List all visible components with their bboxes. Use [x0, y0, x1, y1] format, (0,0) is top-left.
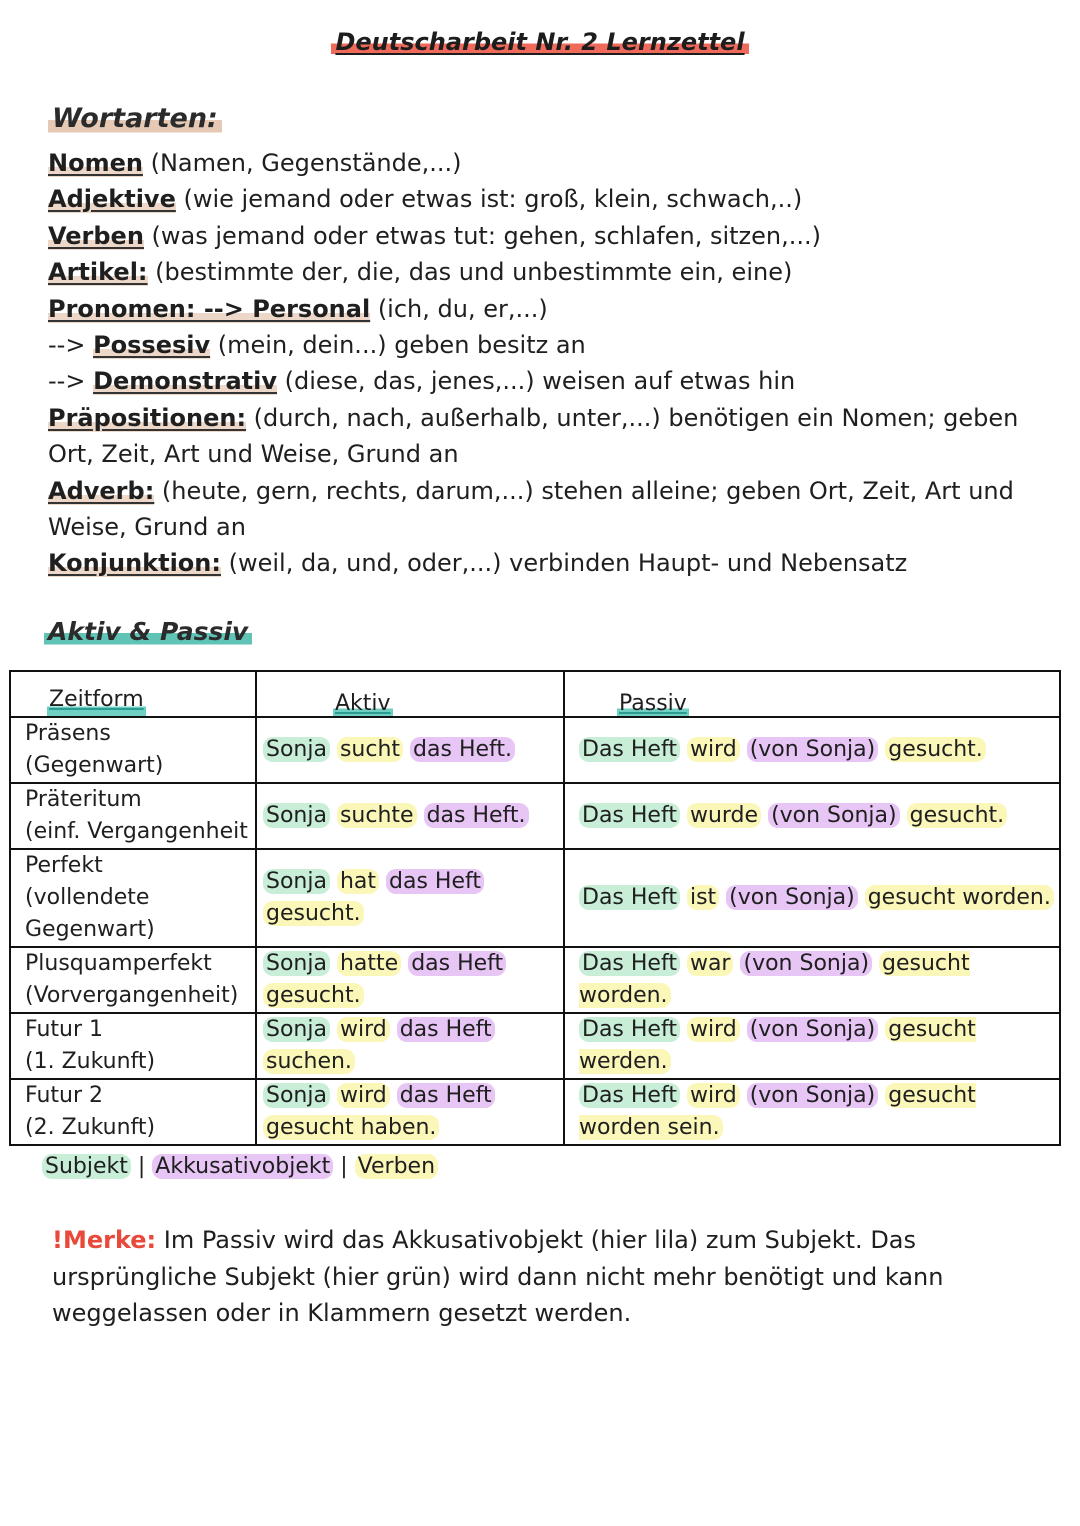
page-title: Deutscharbeit Nr. 2 Lernzettel: [0, 28, 1080, 56]
verb-segment: wird: [687, 737, 740, 762]
akkusativobjekt-segment: das Heft: [386, 869, 484, 894]
zeitform-label: (einf. Vergangenheit: [25, 819, 248, 844]
space: [680, 951, 687, 976]
verb-segment: gesucht worden.: [579, 951, 970, 1008]
wortart-term: Konjunktion:: [48, 549, 221, 578]
wortart-line: [48, 509, 1048, 545]
zeitform-label: Futur 2: [25, 1083, 103, 1108]
zeitform-label: Plusquamperfekt: [25, 951, 212, 976]
subjekt-segment: Das Heft: [579, 803, 680, 828]
akkusativobjekt-segment: (von Sonja): [747, 1083, 879, 1108]
subjekt-segment: Sonja: [263, 1017, 330, 1042]
space: [330, 1017, 337, 1042]
space: [330, 951, 337, 976]
aktiv-passiv-heading: Aktiv & Passiv: [44, 617, 252, 646]
zeitform-cell: [10, 849, 256, 947]
akkusativobjekt-segment: (von Sonja): [747, 737, 879, 762]
subjekt-segment: Sonja: [263, 869, 330, 894]
wortart-term: Adjektive: [48, 185, 176, 214]
zeitform-label: Präsens: [25, 721, 111, 746]
zeitform-cell: [10, 783, 256, 849]
table-row: [10, 947, 1060, 1013]
wortart-description: (bestimmte der, die, das und unbestimmte ein, eine): [147, 258, 793, 287]
verb-segment: gesucht.: [263, 983, 364, 1008]
wortart-line: [48, 400, 1048, 436]
wortart-description: (wie jemand oder etwas ist: groß, klein, schwach,..): [175, 185, 803, 214]
wortart-term: Adverb:: [48, 476, 155, 505]
aktiv-cell: [256, 947, 564, 1013]
space: [680, 803, 687, 828]
space: [680, 737, 687, 762]
table-row: [10, 1079, 1060, 1145]
aktiv-passiv-table: [9, 670, 1061, 1146]
table-row: [10, 717, 1060, 783]
space: [740, 1083, 747, 1108]
verb-segment: gesucht.: [907, 803, 1008, 828]
space: [872, 951, 879, 976]
subjekt-segment: Sonja: [263, 803, 330, 828]
wortart-line: [48, 218, 1048, 254]
verb-segment: wird: [337, 1017, 390, 1042]
space: [330, 1083, 337, 1108]
header-zeitform: Zeitform: [10, 671, 256, 717]
wortart-line: [48, 145, 1048, 181]
subjekt-segment: Das Heft: [579, 885, 680, 910]
akkusativobjekt-segment: (von Sonja): [747, 1017, 879, 1042]
space: [680, 1017, 687, 1042]
wortart-line: [48, 181, 1048, 217]
verb-segment: suchte: [337, 803, 417, 828]
zeitform-cell: [10, 1013, 256, 1079]
akkusativobjekt-segment: (von Sonja): [768, 803, 900, 828]
zeitform-label: Futur 1: [25, 1017, 103, 1042]
zeitform-cell: [10, 1079, 256, 1145]
subjekt-segment: Das Heft: [579, 951, 680, 976]
merke-note: [52, 1222, 982, 1332]
space: [858, 885, 865, 910]
zeitform-label: (1. Zukunft): [25, 1049, 156, 1074]
akkusativobjekt-segment: das Heft.: [424, 803, 529, 828]
zeitform-label: Gegenwart): [25, 917, 155, 942]
wortart-term: Possesiv: [93, 331, 211, 360]
wortart-line: [48, 545, 1048, 581]
subjekt-segment: Das Heft: [579, 1017, 680, 1042]
space: [680, 1083, 687, 1108]
space: [403, 737, 410, 762]
akkusativobjekt-segment: das Heft: [397, 1083, 495, 1108]
wortart-term: Präpositionen:: [48, 403, 247, 432]
passiv-cell: [564, 849, 1060, 947]
akkusativobjekt-segment: das Heft.: [410, 737, 515, 762]
passiv-cell: [564, 1013, 1060, 1079]
space: [390, 1017, 397, 1042]
aktiv-cell: [256, 1013, 564, 1079]
wortart-term: Verben: [48, 221, 144, 250]
header-passiv: Passiv: [564, 671, 1060, 717]
table-header-row: [10, 671, 1060, 717]
verb-segment: wird: [687, 1017, 740, 1042]
akkusativobjekt-segment: (von Sonja): [740, 951, 872, 976]
arrow-prefix: -->: [48, 331, 94, 360]
zeitform-cell: [10, 717, 256, 783]
space: [740, 1017, 747, 1042]
akkusativobjekt-segment: das Heft: [408, 951, 506, 976]
wortart-description: Ort, Zeit, Art und Weise, Grund an: [48, 440, 459, 469]
verb-segment: gesucht werden.: [579, 1017, 976, 1074]
verb-segment: gesucht.: [263, 901, 364, 926]
wortart-description: (mein, dein...) geben besitz an: [210, 331, 586, 360]
space: [417, 803, 424, 828]
passiv-cell: [564, 947, 1060, 1013]
subjekt-segment: Sonja: [263, 1083, 330, 1108]
merke-label: !Merke:: [52, 1226, 157, 1254]
aktiv-cell: [256, 717, 564, 783]
aktiv-cell: [256, 849, 564, 947]
wortart-line: [48, 363, 1048, 399]
wortart-term: Artikel:: [48, 258, 148, 287]
verb-segment: ist: [687, 885, 719, 910]
wortart-description: (durch, nach, außerhalb, unter,...) benötigen ein Nomen; geben: [246, 403, 1019, 432]
legend-akkusativobjekt: Akkusativobjekt: [152, 1154, 333, 1179]
wortart-term: Pronomen: --> Personal: [48, 294, 371, 323]
wortart-term: Nomen: [48, 149, 143, 177]
zeitform-label: Perfekt: [25, 853, 103, 878]
akkusativobjekt-segment: (von Sonja): [726, 885, 858, 910]
arrow-prefix: -->: [48, 367, 94, 396]
zeitform-cell: [10, 947, 256, 1013]
wortart-line: [48, 291, 1048, 327]
table-row: [10, 849, 1060, 947]
zeitform-label: (vollendete: [25, 885, 150, 910]
wortart-description: (diese, das, jenes,...) weisen auf etwas hin: [276, 367, 796, 396]
zeitform-label: (2. Zukunft): [25, 1115, 156, 1140]
verb-segment: hat: [337, 869, 379, 894]
wortarten-list: [48, 145, 1048, 582]
verb-segment: war: [687, 951, 734, 976]
wortart-line: [48, 327, 1048, 363]
verb-segment: hatte: [337, 951, 401, 976]
aktiv-cell: [256, 1079, 564, 1145]
verb-segment: sucht: [337, 737, 403, 762]
subjekt-segment: Sonja: [263, 951, 330, 976]
wortart-description: (Namen, Gegenstände,...): [142, 149, 462, 177]
space: [680, 885, 687, 910]
verb-segment: wurde: [687, 803, 761, 828]
verb-segment: wird: [687, 1083, 740, 1108]
space: [390, 1083, 397, 1108]
passiv-cell: [564, 783, 1060, 849]
header-aktiv: Aktiv: [256, 671, 564, 717]
verb-segment: wird: [337, 1083, 390, 1108]
table-row: [10, 1013, 1060, 1079]
subjekt-segment: Sonja: [263, 737, 330, 762]
color-legend: Subjekt | Akkusativobjekt | Verben: [42, 1154, 438, 1179]
legend-subjekt: Subjekt: [42, 1154, 131, 1179]
legend-verben: Verben: [355, 1154, 438, 1179]
wortart-line: [48, 473, 1048, 509]
verb-segment: gesucht worden sein.: [579, 1083, 976, 1140]
akkusativobjekt-segment: das Heft: [397, 1017, 495, 1042]
verb-segment: suchen.: [263, 1049, 355, 1074]
space: [330, 869, 337, 894]
verb-segment: gesucht worden.: [865, 885, 1054, 910]
table-row: [10, 783, 1060, 849]
verb-segment: gesucht haben.: [263, 1115, 439, 1140]
verb-segment: gesucht.: [885, 737, 986, 762]
space: [761, 803, 768, 828]
wortart-description: (weil, da, und, oder,...) verbinden Haupt- und Nebensatz: [220, 549, 908, 578]
wortart-description: (ich, du, er,...): [370, 294, 548, 323]
wortarten-heading: Wortarten:: [48, 103, 222, 134]
wortart-description: Weise, Grund an: [48, 513, 246, 542]
zeitform-label: (Vorvergangenheit): [25, 983, 239, 1008]
passiv-cell: [564, 1079, 1060, 1145]
space: [740, 737, 747, 762]
subjekt-segment: Das Heft: [579, 737, 680, 762]
space: [330, 737, 337, 762]
zeitform-label: (Gegenwart): [25, 753, 164, 778]
passiv-cell: [564, 717, 1060, 783]
subjekt-segment: Das Heft: [579, 1083, 680, 1108]
zeitform-label: Präteritum: [25, 787, 142, 812]
aktiv-cell: [256, 783, 564, 849]
wortart-term: Demonstrativ: [93, 367, 277, 396]
space: [379, 869, 386, 894]
merke-text: Im Passiv wird das Akkusativobjekt (hier lila) zum Subjekt. Das ursprüngliche Subjekt (hier grün) wird dann nicht mehr benötigt und kann weggelassen oder in Klammern gesetzt werden.: [52, 1226, 944, 1327]
wortart-description: (heute, gern, rechts, darum,...) stehen alleine; geben Ort, Zeit, Art und: [154, 476, 1014, 505]
wortart-description: (was jemand oder etwas tut: gehen, schlafen, sitzen,...): [143, 221, 821, 250]
wortart-line: [48, 436, 1048, 472]
wortart-line: [48, 254, 1048, 290]
space: [900, 803, 907, 828]
space: [330, 803, 337, 828]
